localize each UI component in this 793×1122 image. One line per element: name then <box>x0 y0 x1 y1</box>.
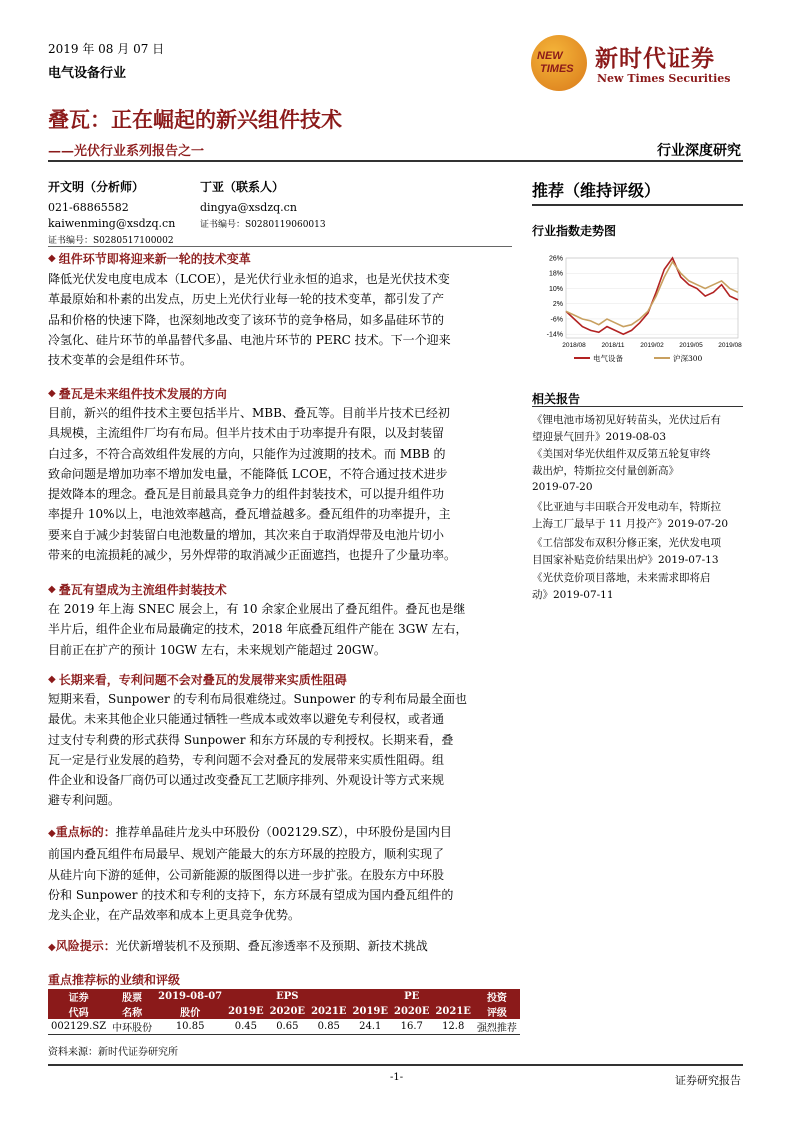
legend-label: 电气设备 <box>593 354 623 363</box>
y-tick-label: 10% <box>548 285 563 293</box>
logo-mark-times: TIMES <box>540 63 574 75</box>
th-rating: 投资 <box>486 993 507 1004</box>
company-name-en: New Times Securities <box>597 72 731 85</box>
recommendation-table <box>48 989 520 1035</box>
x-tick-label: 2018/11 <box>601 342 625 349</box>
section-5: ◆重点标的：推荐单晶硅片龙头中环股份（002129.SZ），中环股份是国内目 前国内叠瓦组件布局最早、规划产能最大的东方环晟的控股方，顺利实现了 从硅片向下游的延伸，公司新能源的版图得以进一步扩张。在股东方中环股 份和 Sunpower 的技术和专利的支持下，东方环晟有望成为国内叠瓦组件的 龙头企业，在产品效率和成本上更具竞争优势。 <box>48 825 454 923</box>
rating-divider <box>532 204 743 206</box>
th-code: 证券 <box>68 993 89 1004</box>
page-subtitle: ——光伏行业系列报告之一 <box>48 144 205 159</box>
report-type: 行业深度研究 <box>657 143 741 159</box>
section-1-heading: ◆ 组件环节即将迎来新一轮的技术变革 <box>48 252 251 266</box>
x-tick-label: 2019/05 <box>679 342 703 349</box>
page-title: 叠瓦：正在崛起的新兴组件技术 <box>48 107 342 132</box>
x-tick-label: 2018/08 <box>562 342 586 349</box>
author-1-cert: 证书编号：S0280517100002 <box>48 236 174 246</box>
section-3-heading: ◆ 叠瓦有望成为主流组件封装技术 <box>48 583 227 597</box>
table-header-row-2: 代码 名称 股价 2019E 2020E 2021E 2019E 2020E 2021E 评级 <box>48 1004 520 1019</box>
section-2-body: 目前，新兴的组件技术主要包括半片、MBB、叠瓦等。目前半片技术已经初 具规模，主流组件厂均有布局。但半片技术由于功率提升有限，以及封装留 白过多，不符合高效组件发展的方向，只能作为过渡期的技术。而 MBB 的 致命问题是增加功率不增加发电量，不能降低 LCOE，不符合通过技术进步 提效降本的理念。叠瓦是目前最具竞争力的组件封装技术，可以提升组件功 率提升 10%以上，电池效率越高，叠瓦增益越多。叠瓦组件的功率提升，主 要来自于减少封装留白电池数量的增加，其次来自于取消焊带及电池片切小 带来的电流损耗的减少，另外焊带的取消减少正面遮挡，也提升了少量功率。 <box>48 406 457 563</box>
series-line-1 <box>566 258 738 334</box>
author-1-email[interactable]: kaiwenming@xsdzq.cn <box>48 217 176 230</box>
related-report-1[interactable]: 《锂电池市场初见好转苗头，光伏过后有 望迎景气回升》2019-08-03 <box>532 414 721 443</box>
table-row: 002129.SZ 中环股份 10.85 0.45 0.65 0.85 24.1 16.7 12.8 强烈推荐 <box>48 1019 520 1035</box>
th-eps: EPS <box>276 991 299 1002</box>
bullet-icon: ◆ <box>48 942 56 953</box>
related-title: 相关报告 <box>532 392 581 406</box>
section-1-body: 降低光伏发电度电成本（LCOE），是光伏行业永恒的追求，也是光伏技术变 革最原始和朴素的出发点，历史上光伏行业每一轮的技术变革，都引发了产 品和价格的快速下降，也深刻地改变了该环节的竞争格局，如多晶硅环节的 冷氢化、硅片环节的单晶替代多晶、电池片环节的 PERC 技术。下一个迎来 技术变革的会是组件环节。 <box>48 272 451 368</box>
rating: 推荐（维持评级） <box>532 181 661 200</box>
related-report-2[interactable]: 《美国对华光伏组件双反第五轮复审终 裁出炉，特斯拉交付量创新高》 2019-07-20 <box>532 448 711 493</box>
related-report-5[interactable]: 《光伏竞价项目落地，未来需求即将启 动》2019-07-11 <box>532 572 711 601</box>
author-1-phone: 021-68865582 <box>48 201 129 214</box>
company-name-cn: 新时代证券 <box>595 45 715 72</box>
section-3-body: 在 2019 年上海 SNEC 展会上，有 10 余家企业展出了叠瓦组件。叠瓦也是继 半片后，组件企业布局最确定的技术，2018 年底叠瓦组件产能在 3GW 左右， 目前正在扩产的预计 10GW 左右，未来规划产能超过 20GW。 <box>48 602 468 657</box>
bullet-icon: ◆ <box>48 674 56 685</box>
bullet-icon: ◆ <box>48 828 56 839</box>
bullet-icon: ◆ <box>48 253 56 264</box>
section-2-heading: ◆ 叠瓦是未来组件技术发展的方向 <box>48 387 227 401</box>
author-2 <box>200 178 326 230</box>
footer-label: 证券研究报告 <box>675 1074 741 1087</box>
author-divider <box>48 246 512 247</box>
y-tick-label: 18% <box>548 270 563 278</box>
section-4-body: 短期来看，Sunpower 的专利布局很难绕过。Sunpower 的专利布局最全面也 最优。未来其他企业只能通过牺牲一些成本或效率以避免专利侵权，或者通 过支付专利费的形式获得 Sunpower 和东方环晟的专利授权。长期来看，叠 瓦一定是行业发展的趋势，专利问题不会对叠瓦的发展带来实质性阻碍。组 件企业和设备厂商仍可以通过改变叠瓦工艺顺序排列、外观设计等方式来规 避专利问题。 <box>48 692 468 808</box>
y-tick-label: -6% <box>550 316 563 324</box>
author-2-email[interactable]: dingya@xsdzq.cn <box>200 201 297 214</box>
table-header-row-1 <box>48 989 520 1004</box>
report-date: 2019 年 08 月 07 日 <box>48 42 165 56</box>
logo-mark-new: NEW <box>537 50 563 62</box>
th-date: 2019-08-07 <box>158 991 223 1002</box>
related-report-4[interactable]: 《工信部发布双积分修正案，光伏发电项 目国家补贴竞价结果出炉》2019-07-13 <box>532 537 721 566</box>
x-tick-label: 2019/08 <box>718 342 742 349</box>
bullet-icon: ◆ <box>48 584 56 595</box>
section-6: ◆风险提示：光伏新增装机不及预期、叠瓦渗透率不及预期、新技术挑战 <box>48 939 428 953</box>
table-title: 重点推荐标的业绩和评级 <box>48 973 181 987</box>
th-name: 股票 <box>122 993 143 1004</box>
y-tick-label: 26% <box>548 255 563 263</box>
index-trend-chart <box>532 250 744 375</box>
plot-area <box>566 258 738 338</box>
y-tick-label: -14% <box>546 331 563 339</box>
page-number: -1- <box>390 1072 404 1083</box>
bullet-icon: ◆ <box>48 388 56 399</box>
chart-title: 行业指数走势图 <box>532 224 617 238</box>
industry-label: 电气设备行业 <box>48 66 127 81</box>
table-source: 资料来源：新时代证券研究所 <box>48 1047 178 1058</box>
author-1 <box>48 178 175 246</box>
author-1-name: 开文明（分析师） <box>48 180 145 194</box>
header-divider <box>48 160 743 162</box>
author-2-cert: 证书编号：S0280119060013 <box>200 220 326 230</box>
y-tick-label: 2% <box>552 301 563 309</box>
related-divider <box>532 406 743 407</box>
series-line-2 <box>566 262 738 327</box>
footer-divider <box>48 1064 743 1066</box>
x-tick-label: 2019/02 <box>640 342 664 349</box>
related-report-3[interactable]: 《比亚迪与丰田联合开发电动车，特斯拉 上海工厂最早于 11 月投产》2019-07-20 <box>532 501 729 530</box>
section-4-heading: ◆ 长期来看，专利问题不会对叠瓦的发展带来实质性阻碍 <box>48 673 347 687</box>
th-pe: PE <box>404 991 420 1002</box>
author-2-name: 丁亚（联系人） <box>200 180 285 194</box>
legend-label: 沪深300 <box>673 354 703 363</box>
